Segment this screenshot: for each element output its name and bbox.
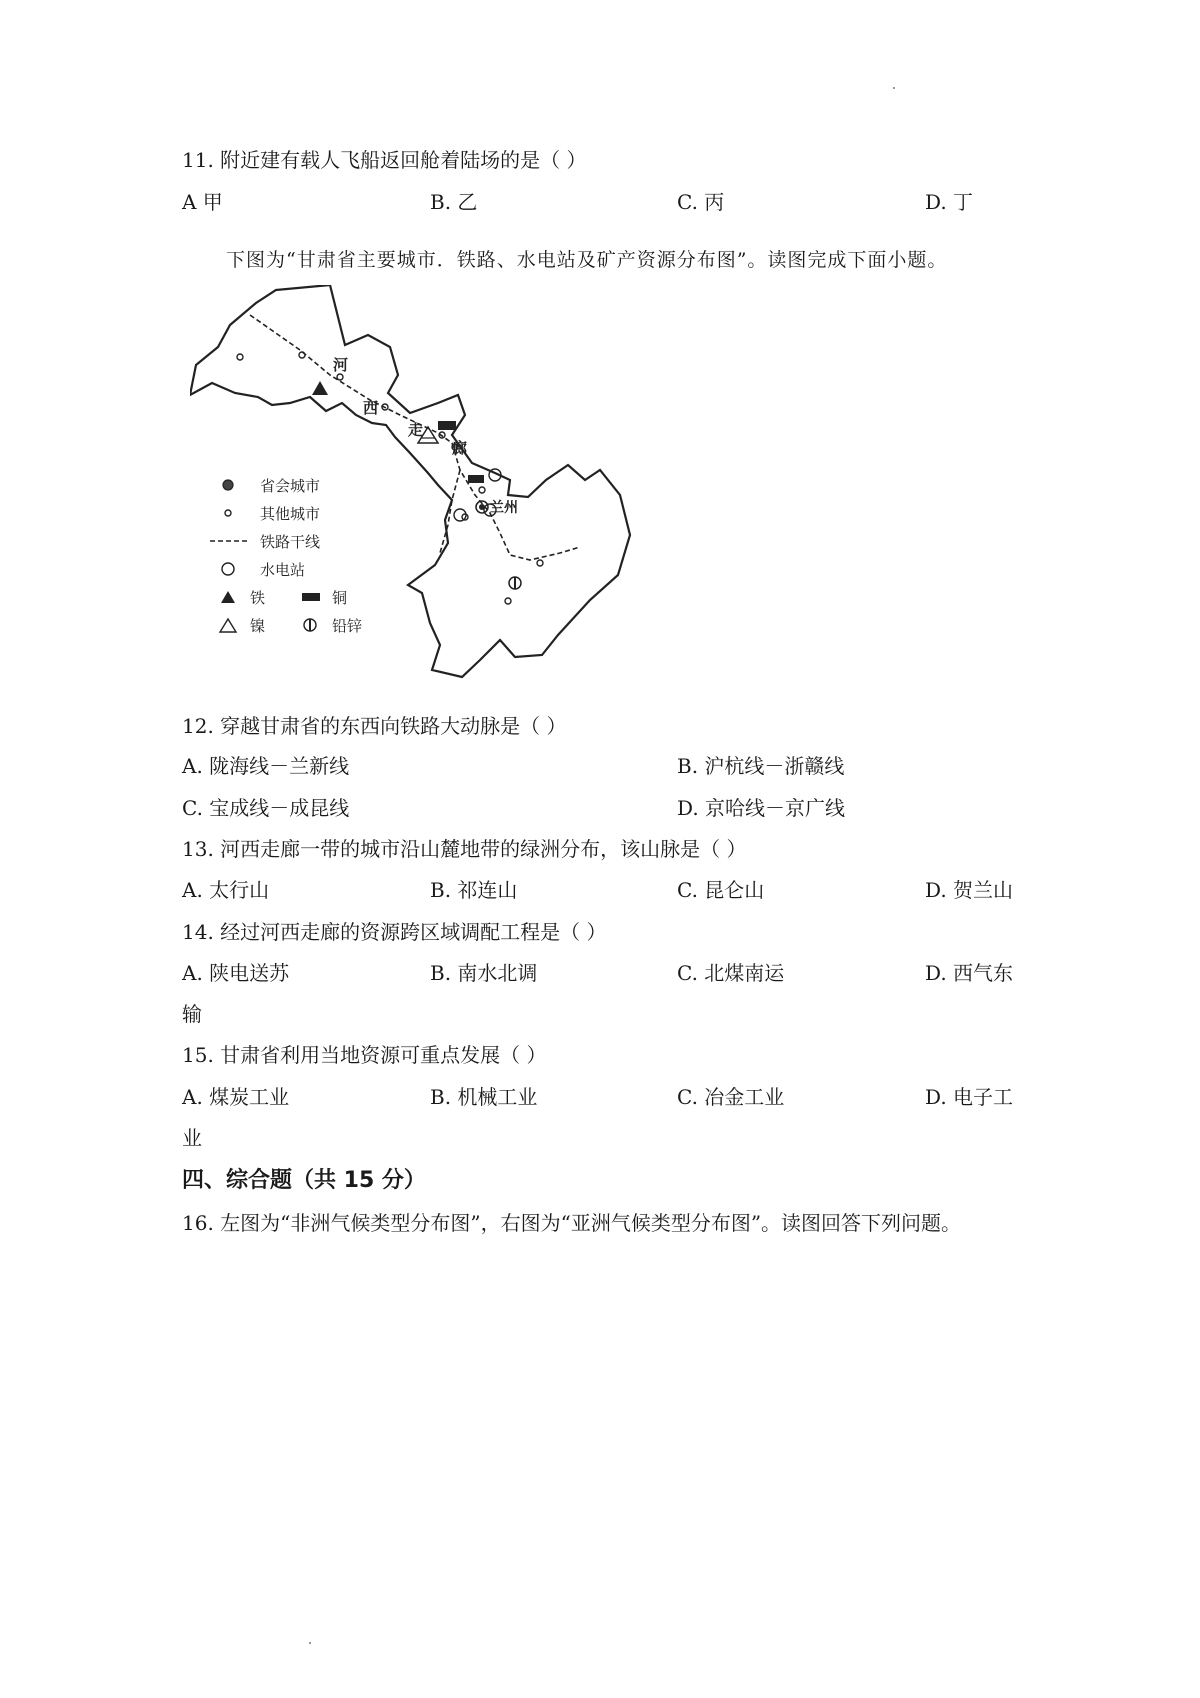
map-label-lanzhou: 兰州 bbox=[490, 500, 518, 516]
q12-option-c: C. 宝成线－成昆线 bbox=[182, 796, 350, 820]
city-marker bbox=[299, 352, 305, 358]
legend-city-symbol bbox=[225, 510, 231, 516]
city-marker bbox=[505, 598, 511, 604]
q14-option-b: B. 南水北调 bbox=[430, 961, 538, 985]
q13-option-a: A. 太行山 bbox=[182, 878, 270, 902]
q12-option-b: B. 沪杭线－浙赣线 bbox=[677, 754, 845, 778]
map-label-zou: 走 bbox=[408, 421, 424, 439]
q11-stem: 11. 附近建有载人飞船返回舱着陆场的是（ ） bbox=[182, 148, 587, 172]
q14-stem: 14. 经过河西走廊的资源跨区域调配工程是（ ） bbox=[182, 920, 607, 944]
scan-speck bbox=[893, 87, 895, 89]
q16-stem: 16. 左图为“非洲气候类型分布图”，右图为“亚洲气候类型分布图”。读图回答下列问题。 bbox=[182, 1211, 962, 1235]
city-marker bbox=[537, 560, 543, 566]
legend-city-label: 其他城市 bbox=[260, 505, 321, 523]
q12-option-d: D. 京哈线－京广线 bbox=[677, 796, 846, 820]
section-heading: 四、综合题（共 15 分） bbox=[182, 1168, 426, 1193]
q15-option-d-wrap: 业 bbox=[182, 1126, 202, 1150]
q13-option-d: D. 贺兰山 bbox=[925, 878, 1014, 902]
scan-speck bbox=[309, 1642, 311, 1644]
q11-option-c: C. 丙 bbox=[677, 190, 725, 214]
q11-option-d: D. 丁 bbox=[925, 190, 974, 214]
q12-stem: 12. 穿越甘肃省的东西向铁路大动脉是（ ） bbox=[182, 714, 567, 738]
legend-iron-symbol bbox=[221, 591, 235, 603]
hydro-station-marker bbox=[454, 509, 466, 521]
railway-branch bbox=[440, 470, 460, 553]
q11-option-b: B. 乙 bbox=[430, 190, 478, 214]
q15-option-b: B. 机械工业 bbox=[430, 1085, 538, 1109]
q15-stem: 15. 甘肃省利用当地资源可重点发展（ ） bbox=[182, 1043, 547, 1067]
gansu-map-figure bbox=[190, 285, 670, 685]
q14-option-c: C. 北煤南运 bbox=[677, 961, 785, 985]
legend-railway-label: 铁路干线 bbox=[260, 533, 321, 551]
iron-ore-marker bbox=[312, 381, 328, 395]
map-label-xi: 西 bbox=[363, 399, 379, 417]
legend-copper-label: 铜 bbox=[332, 589, 348, 607]
q15-option-d: D. 电子工 bbox=[925, 1085, 1014, 1109]
copper-ore-marker bbox=[438, 421, 456, 430]
legend-capital-label: 省会城市 bbox=[260, 477, 321, 495]
city-marker bbox=[479, 487, 485, 493]
legend-hydro-symbol bbox=[222, 563, 234, 575]
legend-hydro-label: 水电站 bbox=[260, 561, 306, 579]
map-intro-text: 下图为“甘肃省主要城市．铁路、水电站及矿产资源分布图”。读图完成下面小题。 bbox=[226, 249, 948, 271]
legend-nickel-label: 镍 bbox=[250, 617, 266, 635]
q11-option-a: A 甲 bbox=[182, 190, 223, 214]
map-legend bbox=[210, 477, 362, 635]
q14-option-a: A. 陕电送苏 bbox=[182, 961, 290, 985]
q13-option-b: B. 祁连山 bbox=[430, 878, 518, 902]
q14-option-d: D. 西气东 bbox=[925, 961, 1014, 985]
map-label-he: 河 bbox=[333, 356, 349, 374]
copper-ore-marker bbox=[468, 475, 484, 483]
capital-marker-center bbox=[479, 504, 485, 510]
city-marker bbox=[337, 374, 343, 380]
q14-option-d-wrap: 输 bbox=[182, 1002, 202, 1026]
q15-option-a: A. 煤炭工业 bbox=[182, 1085, 290, 1109]
q15-option-c: C. 冶金工业 bbox=[677, 1085, 785, 1109]
legend-nickel-symbol bbox=[220, 619, 236, 632]
legend-leadzinc-label: 铅锌 bbox=[332, 617, 363, 635]
city-marker bbox=[237, 354, 243, 360]
map-label-lang: 廊 bbox=[452, 439, 468, 457]
q13-stem: 13. 河西走廊一带的城市沿山麓地带的绿洲分布，该山脉是（ ） bbox=[182, 837, 747, 861]
legend-iron-label: 铁 bbox=[250, 589, 266, 607]
legend-copper-symbol bbox=[302, 593, 320, 601]
q13-option-c: C. 昆仑山 bbox=[677, 878, 765, 902]
q12-option-a: A. 陇海线－兰新线 bbox=[182, 754, 350, 778]
legend-capital-symbol bbox=[223, 480, 233, 490]
